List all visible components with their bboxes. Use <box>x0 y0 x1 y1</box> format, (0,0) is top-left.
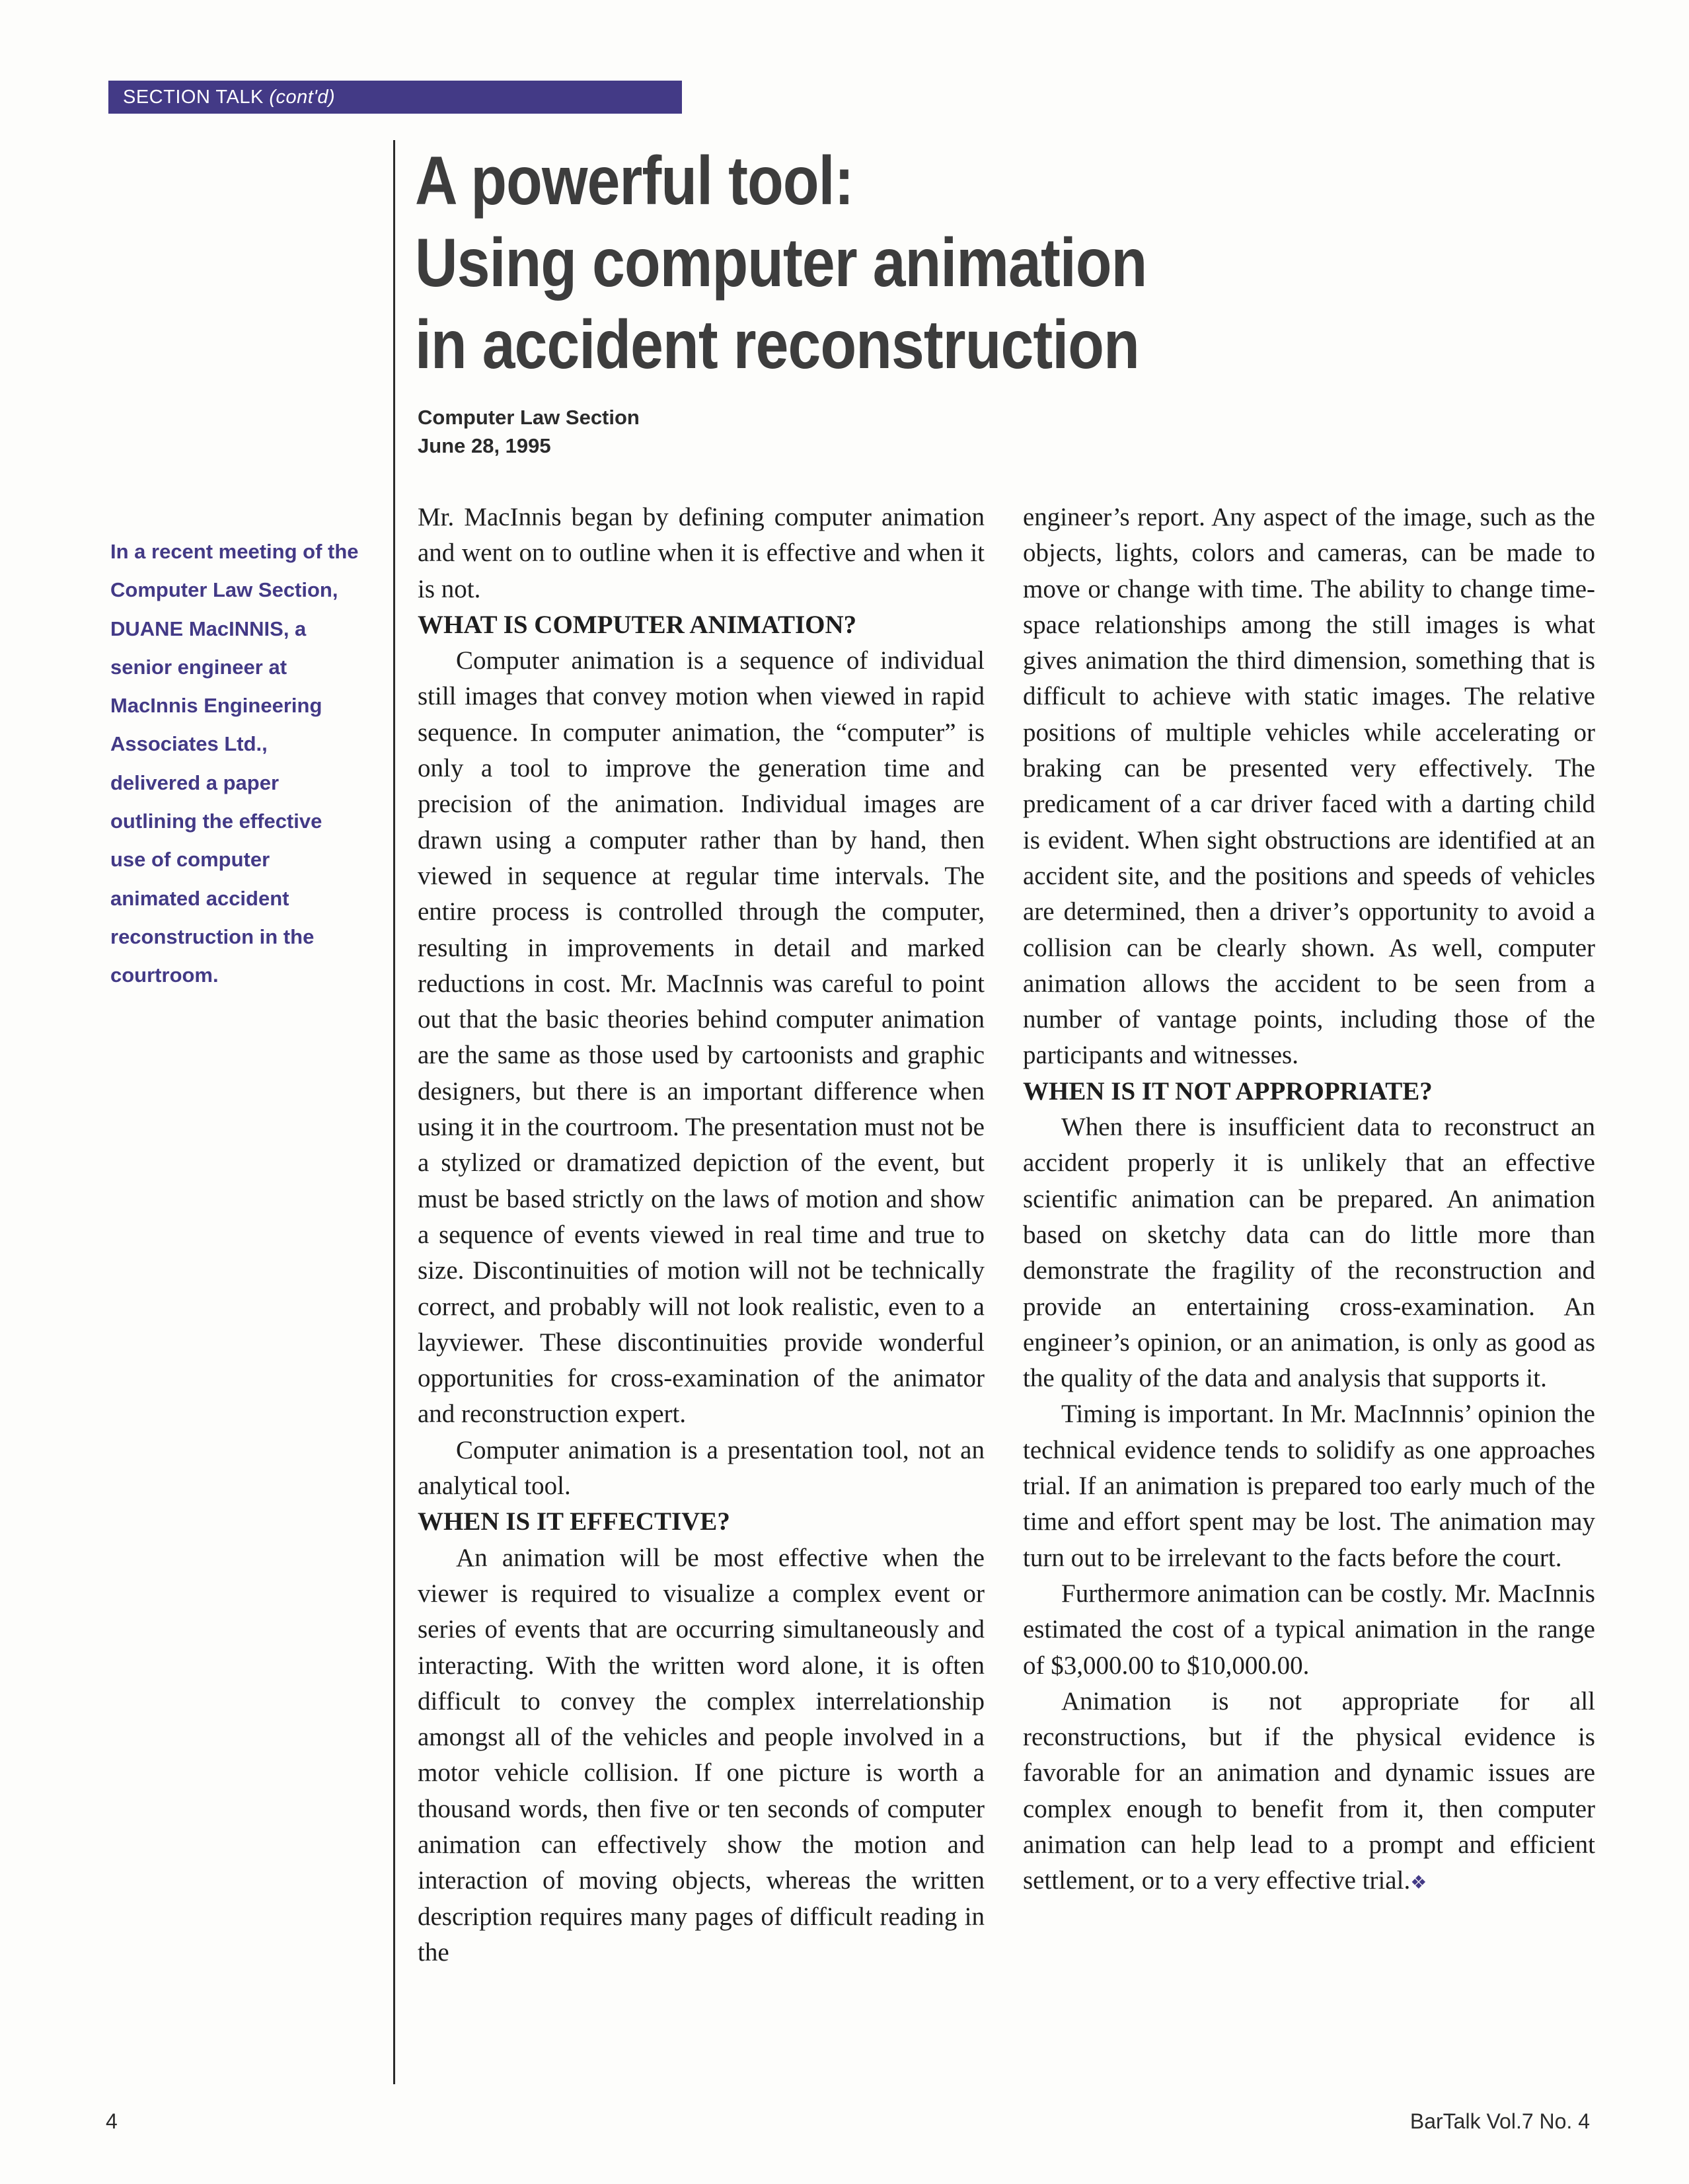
paragraph-final <box>1023 1684 1595 1902</box>
article-title <box>415 140 1146 386</box>
paragraph-what-1: Computer animation is a sequence of individual still images that convey motion when viewed in rapid sequence. In computer animation, the “computer” is only a tool to improve the generation time and precision of the animation. Individual images are drawn using a computer rather than by hand, then viewed in sequence at regular time intervals. The entire process is controlled through the computer, resulting in improvements in detail and marked reductions in cost. Mr. MacInnis was careful to point out that the basic theories behind computer animation are the same as those used by cartoonists and graphic designers, but there is an important difference when using it in the courtroom. The presentation must not be a stylized or dramatized depiction of the event, but must be based strictly on the laws of motion and show a sequence of events viewed in real time and true to size. Discontinuities of motion will not be technically correct, and probably will not look realistic, even to a layviewer. These discontinuities provide wonderful opportunities for cross-examination of the animator and reconstruction expert. <box>418 646 985 1429</box>
title-line-1: A powerful tool: <box>415 143 854 219</box>
paragraph-cost: Furthermore animation can be costly. Mr. MacInnis estimated the cost of a typical animation in the range of $3,000.00 to $10,000.00. <box>1023 1579 1595 1680</box>
end-mark-icon: ❖ <box>1410 1873 1427 1894</box>
sidebar-summary: In a recent meeting of the Computer Law Section, DUANE MacINNIS, a senior engineer at MacInnis Engineering Associates Ltd., delivered a paper outlining the effective use of computer animated accident reconstruction in the courtroom. <box>110 540 359 987</box>
page-number: 4 <box>106 2109 118 2133</box>
heading-when-not-appropriate: WHEN IS IT NOT APPROPRIATE? <box>1023 1076 1433 1106</box>
intro-paragraph: Mr. MacInnis began by defining computer animation and went on to outline when it is effective and when it is not. <box>418 503 985 603</box>
paragraph-final-text: Animation is not appropriate for all reconstructions, but if the physical evidence is favorable for an animation and dynamic issues are complex enough to benefit from it, then computer animation can help lead to a prompt and efficient settlement, or to a very effective trial. <box>1023 1686 1595 1895</box>
byline-date: June 28, 1995 <box>418 434 551 457</box>
paragraph-timing: Timing is important. In Mr. MacInnnis’ opinion the technical evidence tends to solidify as one approaches trial. If an animation is prepared too early much of the time and effort spent may be lost. The animation may turn out to be irrelevant to the facts before the court. <box>1023 1400 1595 1572</box>
paragraph-effective: An animation will be most effective when the viewer is required to visualize a complex event or series of events that are occurring simultaneously and interacting. With the written word alone, it is often difficult to convey the complex interrelationship amongst all of the vehicles and people involved in a motor vehicle collision. If one picture is worth a thousand words, then five or ten seconds of computer animation can effectively show the motion and interaction of moving objects, whereas the written description requires many pages of difficult reading in the <box>418 1543 985 1967</box>
title-line-2: Using computer animation <box>415 225 1147 301</box>
byline <box>418 403 640 460</box>
heading-what-is-animation: WHAT IS COMPUTER ANIMATION? <box>418 610 857 639</box>
section-label: SECTION TALK <box>123 87 264 108</box>
article-column-2 <box>1023 500 1595 1902</box>
paragraph-continuation: engineer’s report. Any aspect of the image, such as the objects, lights, colors and cameras, can be made to move or change with time. The ability to change time-space relationships among the still images is what gives animation the third dimension, something that is difficult to achieve with static images. The relative positions of multiple vehicles while accelerating or braking can be presented very effectively. The predicament of a car driver faced with a darting child is evident. When sight obstructions are identified at an accident site, and the positions and speeds of vehicles are determined, then a driver’s opportunity to avoid a collision can be clearly shown. As well, computer animation allows the accident to be seen from a number of vantage points, including those of the participants and witnesses. <box>1023 503 1595 1070</box>
article-column-1 <box>418 500 985 1971</box>
byline-section: Computer Law Section <box>418 406 640 429</box>
section-header-bar <box>108 81 682 114</box>
section-contd: (cont'd) <box>269 87 336 108</box>
paragraph-what-2: Computer animation is a presentation tool, not an analytical tool. <box>418 1435 985 1501</box>
publication-footer: BarTalk Vol.7 No. 4 <box>1409 2109 1590 2133</box>
paragraph-not-appropriate: When there is insufficient data to reconstruct an accident properly it is unlikely that an effective scientific animation can be prepared. An animation based on sketchy data can do little more than demonstrate the fragility of the reconstruction and provide an entertaining cross-examination. An engineer’s opinion, or an animation, is only as good as the quality of the data and analysis that supports it. <box>1023 1113 1595 1393</box>
heading-when-effective: WHEN IS IT EFFECTIVE? <box>418 1507 730 1536</box>
vertical-rule <box>393 140 395 2084</box>
title-line-3: in accident reconstruction <box>415 307 1139 383</box>
